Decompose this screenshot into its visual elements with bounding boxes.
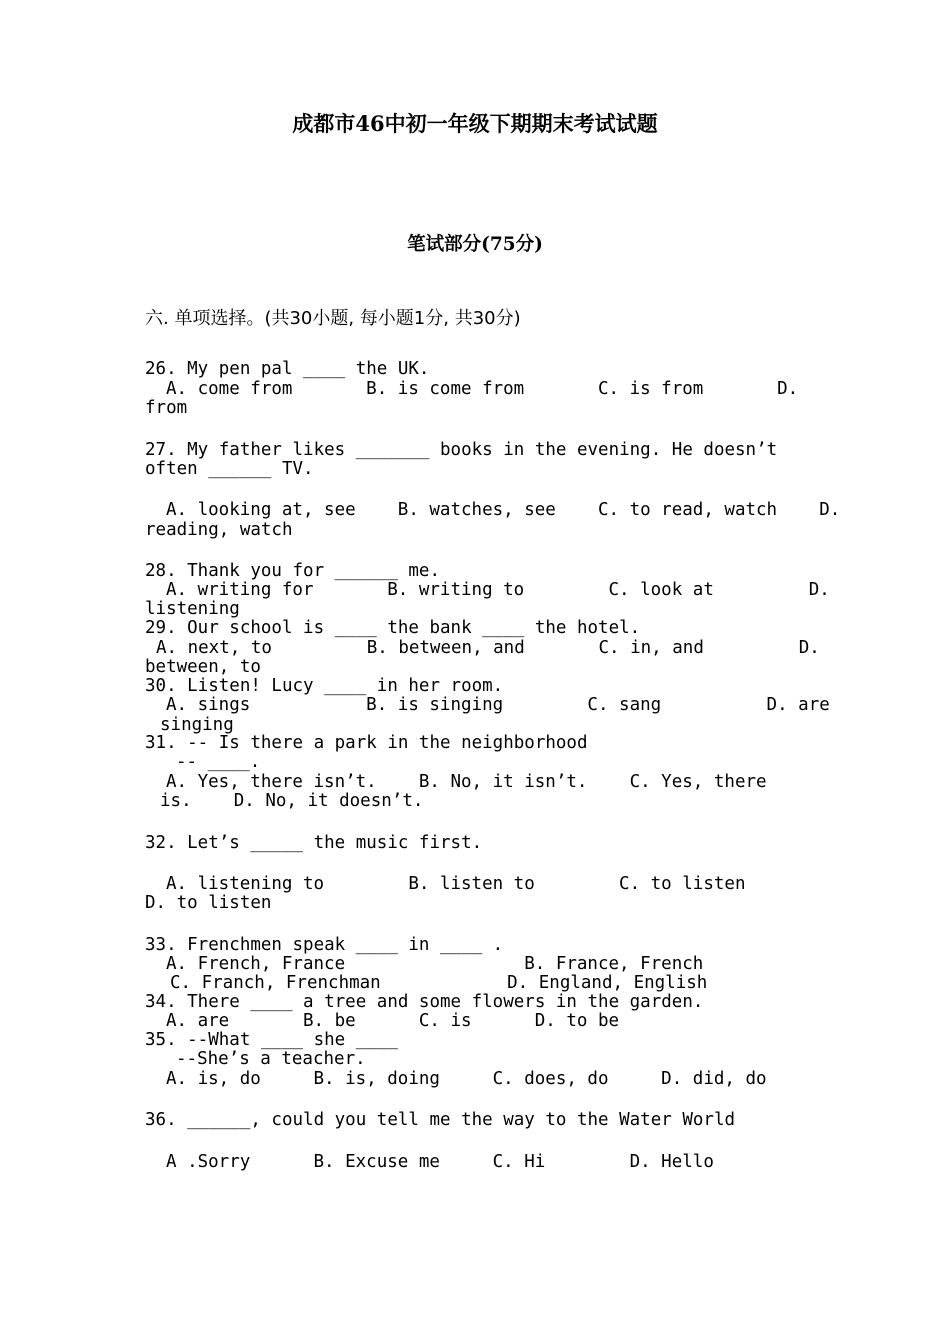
question-31-options-cont: is. D. No, it doesn’t. [160, 791, 424, 811]
question-27-options-cont: reading, watch [145, 520, 293, 540]
question-29-options: A. next, to B. between, and C. in, and D. [156, 638, 820, 658]
question-31: 31. -- Is there a park in the neighborhood [145, 733, 588, 753]
question-28: 28. Thank you for ______ me. [145, 561, 441, 581]
question-32-options-cont: D. to listen [145, 893, 272, 913]
question-29: 29. Our school is ____ the bank ____ the hotel. [145, 618, 641, 638]
question-28-options: A. writing for B. writing to C. look at D. [166, 580, 830, 600]
question-27-cont: often ______ TV. [145, 459, 314, 479]
section-subtitle: 笔试部分(75分) [407, 234, 543, 255]
question-28-options-cont: listening [145, 599, 240, 619]
question-36-options: A .Sorry B. Excuse me C. Hi D. Hello [166, 1152, 714, 1172]
question-30-options: A. sings B. is singing C. sang D. are [166, 695, 830, 715]
question-30: 30. Listen! Lucy ____ in her room. [145, 676, 504, 696]
question-27-options: A. looking at, see B. watches, see C. to read, watch D. [166, 500, 841, 520]
question-34: 34. There ____ a tree and some flowers in the garden. [145, 992, 704, 1012]
question-35-options: A. is, do B. is, doing C. does, do D. did, do [166, 1069, 767, 1089]
section-heading: 六. 单项选择。(共30小题, 每小题1分, 共30分) [145, 308, 521, 329]
question-35-reply: --She’s a teacher. [176, 1049, 366, 1069]
question-33: 33. Frenchmen speak ____ in ____ . [145, 935, 504, 955]
question-35: 35. --What ____ she ____ [145, 1030, 398, 1050]
question-26: 26. My pen pal ____ the UK. [145, 359, 430, 379]
question-30-options-cont: singing [160, 715, 234, 735]
page-title: 成都市46中初一年级下期期末考试试题 [292, 111, 658, 136]
question-36: 36. ______, could you tell me the way to the Water World [145, 1110, 736, 1130]
question-31-options: A. Yes, there isn’t. B. No, it isn’t. C. Yes, there [166, 772, 767, 792]
question-33-options-2: C. Franch, Frenchman D. England, English [170, 973, 708, 993]
question-32-options: A. listening to B. listen to C. to listen [166, 874, 746, 894]
question-26-options-cont: from [145, 398, 188, 418]
question-29-options-cont: between, to [145, 657, 261, 677]
question-34-options: A. are B. be C. is D. to be [166, 1011, 620, 1031]
question-26-options: A. come from B. is come from C. is from D. [166, 379, 799, 399]
question-31-reply: -- ____. [176, 752, 261, 772]
question-32: 32. Let’s _____ the music first. [145, 833, 483, 853]
question-27: 27. My father likes _______ books in the evening. He doesn’t [145, 440, 778, 460]
question-33-options-1: A. French, France B. France, French [166, 954, 704, 974]
